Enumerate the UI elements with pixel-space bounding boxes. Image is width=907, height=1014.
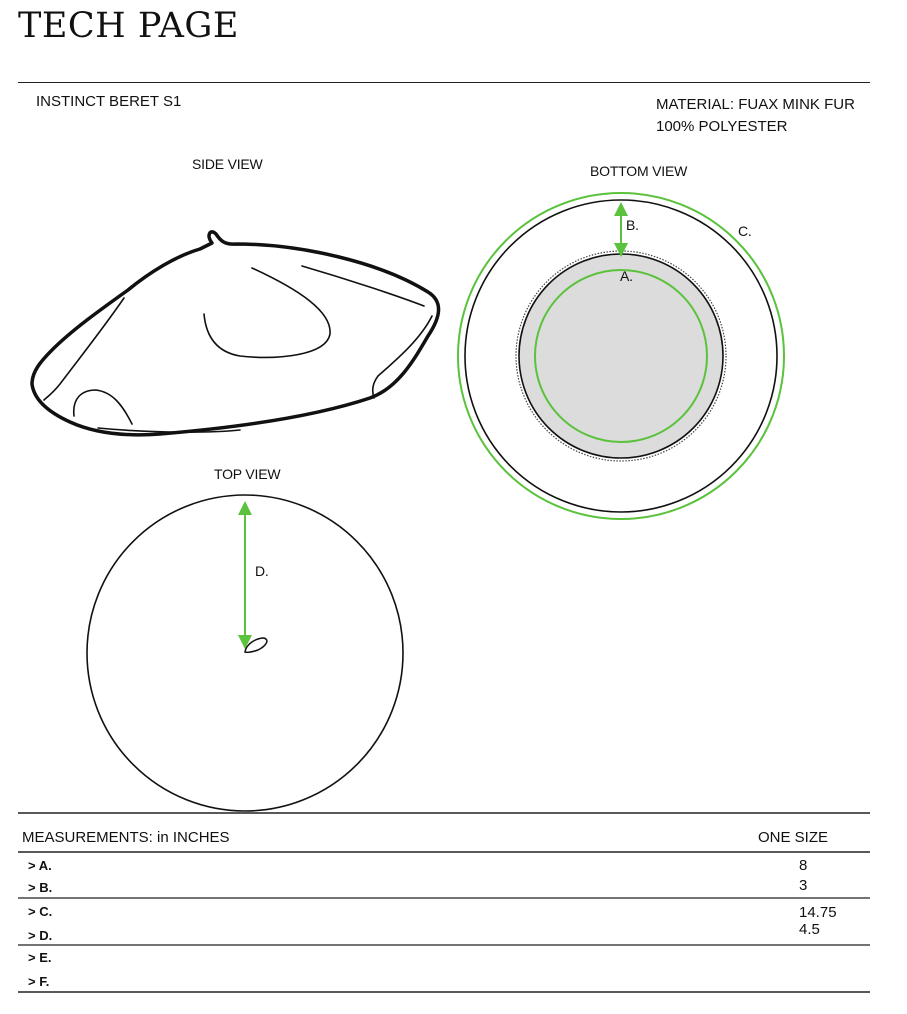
measurements-header: MEASUREMENTS: in INCHES <box>22 829 230 846</box>
bottom-view-drawing <box>458 193 784 519</box>
row-f-label: > F. <box>28 974 50 989</box>
beret-fold-right <box>302 266 424 306</box>
side-view-label: SIDE VIEW <box>192 156 263 172</box>
top-view-drawing <box>87 495 403 811</box>
row-b-label: > B. <box>28 880 53 895</box>
row-e-label: > E. <box>28 950 52 965</box>
top-view-label: TOP VIEW <box>214 466 281 482</box>
style-name: INSTINCT BERET S1 <box>36 93 182 110</box>
bottom-view-label: BOTTOM VIEW <box>590 163 688 179</box>
beret-fold-left <box>44 298 124 400</box>
stem-tab-shape <box>245 638 267 652</box>
beret-outline <box>32 232 439 435</box>
marker-d: D. <box>255 563 269 579</box>
inner-fill <box>519 254 723 458</box>
beret-fold-center <box>204 268 330 357</box>
page-title: TECH PAGE <box>18 6 239 46</box>
size-header: ONE SIZE <box>758 829 829 846</box>
row-a-value: 8 <box>799 857 808 874</box>
row-b-value: 3 <box>799 877 808 894</box>
row-c-value: 14.75 <box>799 904 837 921</box>
row-d-label: > D. <box>28 928 53 943</box>
material-line-2: 100% POLYESTER <box>656 118 788 135</box>
beret-fold-right-side <box>373 316 432 398</box>
row-c-label: > C. <box>28 904 53 919</box>
marker-a: A. <box>620 268 633 284</box>
row-d-value: 4.5 <box>799 921 820 938</box>
marker-b: B. <box>626 217 639 233</box>
row-a-label: > A. <box>28 858 52 873</box>
beret-fold-front <box>74 390 132 424</box>
material-line-1: MATERIAL: FUAX MINK FUR <box>656 96 855 113</box>
side-view-drawing <box>32 232 439 435</box>
marker-c: C. <box>738 223 752 239</box>
